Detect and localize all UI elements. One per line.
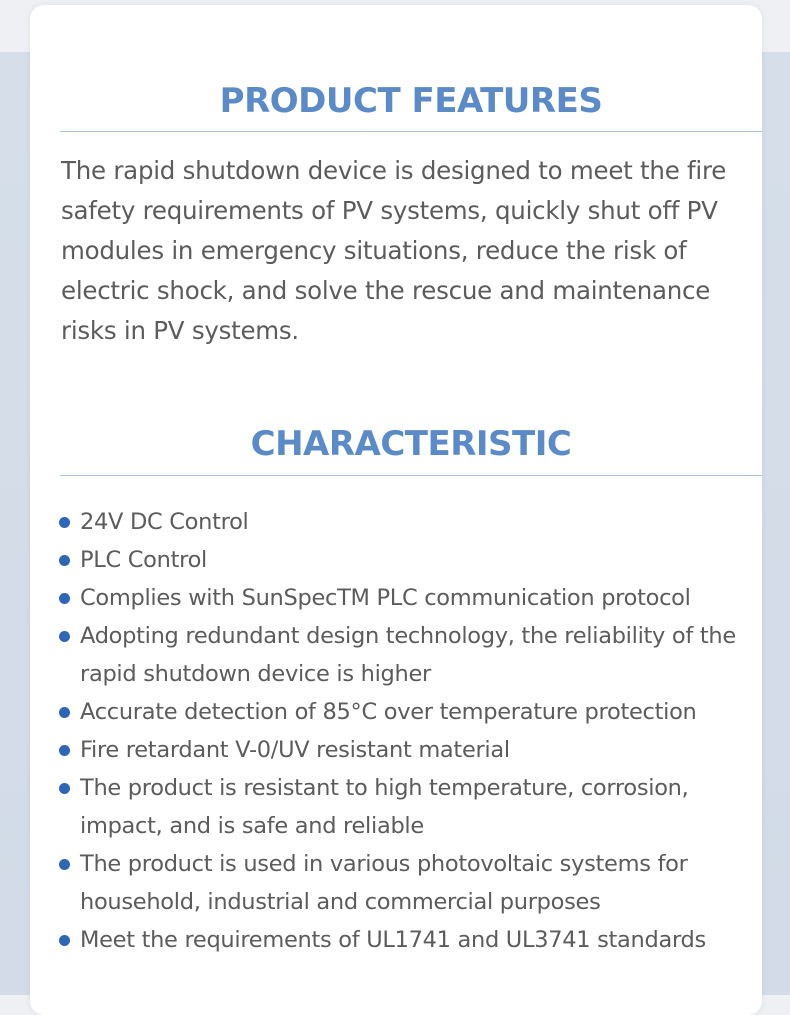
characteristic-item-text: Complies with SunSpecTM PLC communication protocol (80, 585, 691, 611)
characteristic-item-text: PLC Control (80, 547, 207, 573)
characteristic-item (58, 845, 758, 921)
bullet-icon (59, 783, 70, 794)
characteristic-list (58, 503, 758, 959)
product-features-divider (60, 131, 762, 132)
characteristic-item (58, 731, 758, 769)
characteristic-item (58, 769, 758, 845)
characteristic-item-text: Adopting redundant design technology, the reliability of the rapid shutdown device is higher (80, 623, 736, 687)
characteristic-item (58, 617, 758, 693)
characteristic-item-text: 24V DC Control (80, 509, 249, 535)
characteristic-item (58, 503, 758, 541)
characteristic-item-text: Fire retardant V-0/UV resistant material (80, 737, 510, 763)
bullet-icon (59, 593, 70, 604)
characteristic-item (58, 541, 758, 579)
product-features-heading: PRODUCT FEATURES (219, 81, 603, 121)
characteristic-item (58, 693, 758, 731)
characteristic-item (58, 579, 758, 617)
characteristic-divider (60, 475, 762, 476)
content-card (30, 5, 762, 1015)
characteristic-item-text: The product is used in various photovoltaic systems for household, industrial and commercial purposes (80, 851, 688, 915)
characteristic-heading: CHARACTERISTIC (250, 424, 572, 464)
characteristic-item-text: Meet the requirements of UL1741 and UL3741 standards (80, 927, 706, 953)
bullet-icon (59, 935, 70, 946)
bullet-icon (59, 517, 70, 528)
bullet-icon (59, 707, 70, 718)
bullet-icon (59, 555, 70, 566)
product-description: The rapid shutdown device is designed to meet the fire safety requirements of PV systems, quickly shut off PV modules in emergency situations, reduce the risk of electric shock, and solve the rescue and maintenance risks in PV systems. (61, 156, 727, 345)
characteristic-item-text: The product is resistant to high temperature, corrosion, impact, and is safe and reliable (80, 775, 689, 839)
characteristic-item-text: Accurate detection of 85°C over temperature protection (80, 699, 697, 725)
bullet-icon (59, 745, 70, 756)
characteristic-item (58, 921, 758, 959)
bullet-icon (59, 859, 70, 870)
bullet-icon (59, 631, 70, 642)
